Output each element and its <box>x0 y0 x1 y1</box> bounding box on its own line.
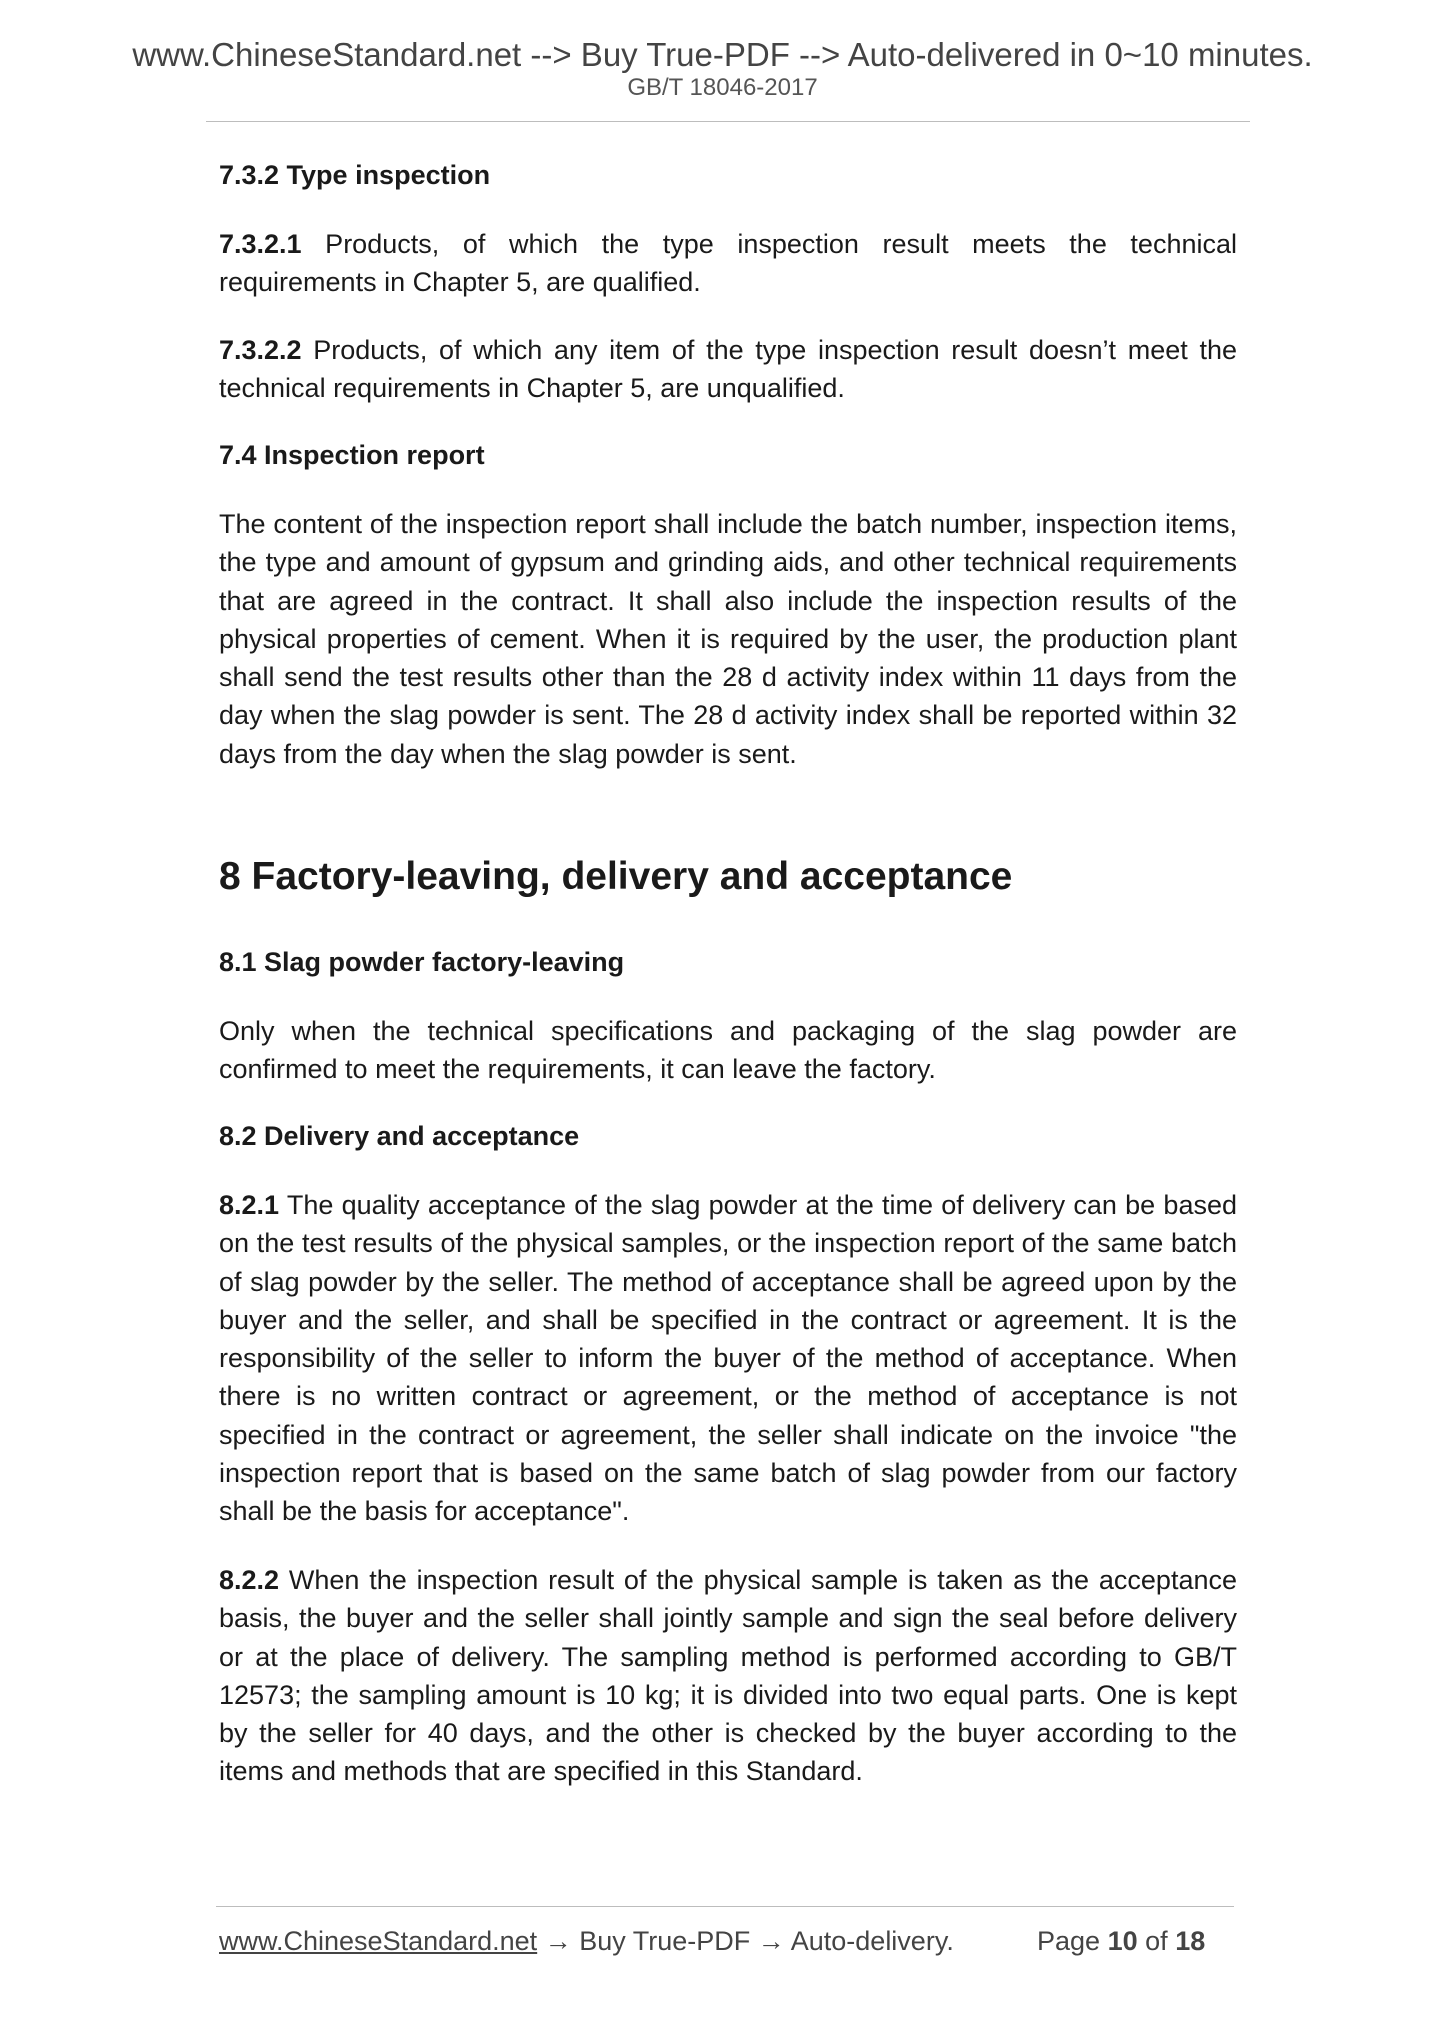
clause-text: When the inspection result of the physical sample is taken as the acceptance basis, the buyer and the seller shall jointly sample and sign the seal before delivery or at the place of delivery. The sampling method is performed according to GB/T 12573; the sampling amount is 10 kg; it is divided into two equal parts. One is kept by the seller for 40 days, and the other is checked by the buyer according to the items and methods that are specified in this Standard. <box>219 1565 1237 1787</box>
heading-8-1: 8.1 Slag powder factory-leaving <box>219 947 625 977</box>
clause-number: 7.3.2.1 <box>219 229 302 259</box>
clause-text: Products, of which any item of the type inspection result doesn’t meet the technical requirements in Chapter 5, are unqualified. <box>219 335 1237 404</box>
page-current: 10 <box>1107 1926 1138 1956</box>
footer-tagline: → Buy True-PDF → Auto-delivery. <box>537 1926 954 1956</box>
clause-text: The quality acceptance of the slag powder at the time of delivery can be based on the test results of the physical samples, or the inspection report of the same batch of slag powder by the seller. The method of acceptance shall be agreed upon by the buyer and the seller, and shall be specified in the contract or agreement. It is the responsibility of the seller to inform the buyer of the method of acceptance. When there is no written contract or agreement, or the method of acceptance is not specified in the contract or agreement, the seller shall indicate on the invoice "the inspection report that is based on the same batch of slag powder from our factory shall be the basis for acceptance". <box>219 1190 1237 1527</box>
page-indicator <box>1037 1928 1205 1955</box>
page-total: 18 <box>1175 1926 1206 1956</box>
clause-8-2-1 <box>219 1186 1237 1531</box>
site-banner[interactable]: www.ChineseStandard.net --> Buy True-PDF --> Auto-delivered in 0~10 minutes. <box>132 36 1313 73</box>
clause-number: 8.2.1 <box>219 1190 280 1220</box>
header-divider <box>206 121 1250 122</box>
footer-promo <box>219 1928 954 1955</box>
heading-8-2: 8.2 Delivery and acceptance <box>219 1121 580 1151</box>
heading-8: 8 Factory-leaving, delivery and acceptance <box>219 855 1013 898</box>
clause-8-2-2 <box>219 1561 1237 1791</box>
paragraph-8-1: Only when the technical specifications and packaging of the slag powder are confirmed to meet the requirements, it can leave the factory. <box>219 1016 1237 1085</box>
document-code: GB/T 18046-2017 <box>627 74 818 101</box>
heading-7-3-2: 7.3.2 Type inspection <box>219 160 491 190</box>
clause-number: 7.3.2.2 <box>219 335 302 365</box>
page-label: Page <box>1037 1926 1101 1956</box>
heading-7-4: 7.4 Inspection report <box>219 440 485 470</box>
clause-text: Products, of which the type inspection result meets the technical requirements in Chapter 5, are qualified. <box>219 229 1237 298</box>
clause-number: 8.2.2 <box>219 1565 280 1595</box>
footer-site-link[interactable]: www.ChineseStandard.net <box>219 1926 538 1956</box>
clause-7-3-2-1 <box>219 225 1237 302</box>
paragraph-7-4: The content of the inspection report shall include the batch number, inspection items, the type and amount of gypsum and grinding aids, and other technical requirements that are agreed in the contract. It shall also include the inspection results of the physical properties of cement. When it is required by the user, the production plant shall send the test results other than the 28 d activity index within 11 days from the day when the slag powder is sent. The 28 d activity index shall be reported within 32 days from the day when the slag powder is sent. <box>219 509 1237 769</box>
page-of-label: of <box>1145 1926 1168 1956</box>
clause-7-3-2-2 <box>219 331 1237 408</box>
footer-divider <box>216 1906 1234 1907</box>
